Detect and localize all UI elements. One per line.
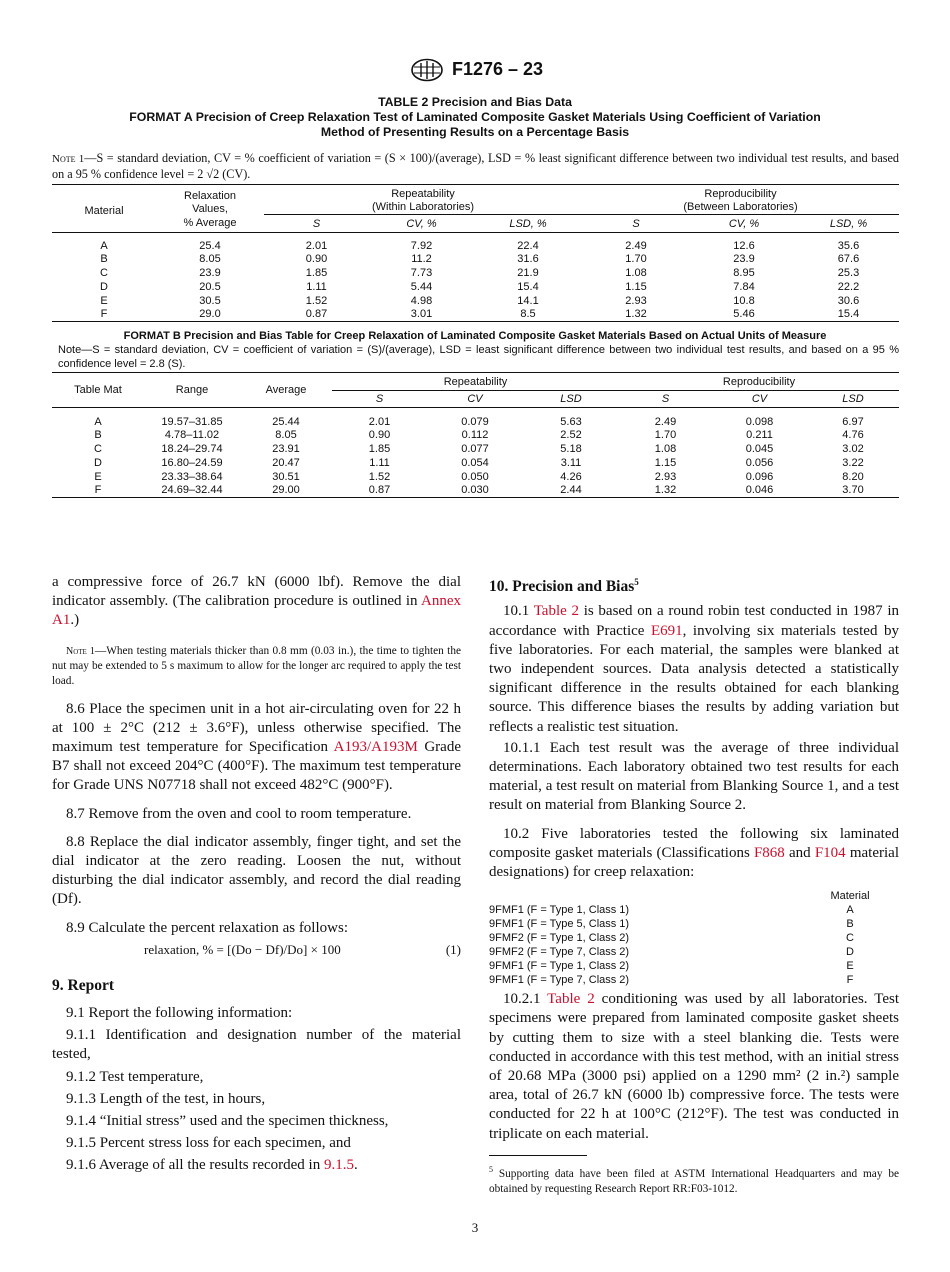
text: conditioning was used by all laboratories. Test specimens were prepared from laminated composite gasket sheets by cutting them to size with a steel blanking die. Tests were conducted in accordance with this test method, with an initial stress of 20.68 MPa (3000 psi) applied on a 1290 mm² (2 in.²) sample area, total of 26.7 kN (6000 lb) compressive force. The tests were conducted for 22 h at 100°C (212°F). The test was conducted in triplicate on each material. — [489, 991, 899, 1142]
col-header-cv: CV, % — [690, 215, 798, 233]
col-header-lsd: LSD — [807, 391, 899, 408]
table-cell: 0.096 — [745, 470, 774, 483]
table-cell: 1.08 — [654, 442, 677, 455]
paragraph-9-1-6 — [52, 1156, 461, 1175]
material-letter: E — [846, 960, 854, 973]
table-cell: 67.6 — [837, 252, 860, 265]
reprod-line2: (Between Laboratories) — [683, 201, 798, 213]
paragraph-10-1 — [489, 602, 899, 736]
table-cell: 3.70 — [842, 484, 864, 497]
table-cell: 4.76 — [842, 428, 864, 441]
text: 10.2 Five laboratories tested the following six laminated composite gasket materials (Classifications — [489, 825, 899, 861]
materials-rows — [489, 903, 899, 987]
text: is based on a round robin test conducted in 1987 in accordance with Practice — [489, 603, 899, 639]
material-row — [489, 945, 899, 959]
table-cell: 0.054 — [461, 456, 489, 469]
col-header-reproducibility: Reproducibility — [722, 375, 796, 388]
table-cell: 1.08 — [625, 266, 647, 279]
table-cell: 2.01 — [305, 239, 328, 252]
footnote-5 — [489, 1162, 899, 1197]
table-row — [52, 484, 899, 498]
table-2-link[interactable]: Table 2 — [547, 991, 595, 1008]
footnote-divider — [489, 1155, 587, 1156]
note-label: Note 1 — [66, 645, 95, 657]
table-cell: D — [94, 456, 102, 469]
table-cell: F — [100, 308, 108, 321]
text: 10.2.1 — [503, 991, 548, 1008]
table-cell: 2.49 — [654, 415, 677, 428]
annex-a1-link[interactable]: Annex A1 — [52, 593, 461, 629]
table-row — [52, 428, 899, 442]
table-cell: 5.63 — [560, 415, 582, 428]
table-cell: 1.70 — [625, 252, 647, 265]
table-cell: 1.11 — [306, 280, 327, 293]
table-cell: 1.11 — [369, 456, 390, 469]
format-b-title: FORMAT B Precision and Bias Table for Creep Relaxation of Laminated Composite Gasket Materials Based on Actual Units of Measure — [123, 330, 827, 342]
table-cell: 8.5 — [520, 308, 536, 321]
table-cell: 23.9 — [199, 266, 221, 279]
table-cell: 0.87 — [368, 484, 391, 497]
page-header — [0, 58, 950, 84]
table-cell: 29.0 — [199, 308, 221, 321]
material-row — [489, 959, 899, 973]
table-cell: 5.18 — [560, 442, 582, 455]
table-cell: 2.01 — [368, 415, 391, 428]
table-cell: 23.91 — [272, 442, 300, 455]
footnote-number: 5 — [489, 1165, 493, 1174]
table-cell: 31.6 — [517, 252, 539, 265]
equation-1 — [52, 938, 461, 962]
equation-number: (1) — [445, 941, 461, 957]
table-cell: C — [100, 266, 108, 279]
table-2-link[interactable]: Table 2 — [533, 603, 579, 620]
text: and — [784, 844, 815, 861]
table-cell: 1.52 — [368, 470, 391, 483]
col-header-average: Average — [240, 373, 332, 408]
format-a-table-body — [52, 233, 899, 322]
table-row — [52, 252, 899, 266]
table-cell: 2.93 — [654, 470, 677, 483]
heading-text: 10. Precision and Bias — [489, 578, 635, 596]
table-cell: 25.44 — [272, 415, 300, 428]
table-cell: B — [100, 252, 108, 265]
material-designation: 9FMF1 (F = Type 5, Class 1) — [489, 918, 630, 931]
repeat-line1: Repeatability — [391, 188, 455, 200]
text: . — [353, 1157, 358, 1174]
table-cell: 0.90 — [368, 428, 391, 441]
table-cell: 22.2 — [837, 280, 860, 293]
format-a-title-line2: Method of Presenting Results on a Percentage Basis — [320, 125, 630, 139]
col-header-relaxation — [156, 185, 264, 233]
format-b-table — [52, 372, 899, 498]
right-column — [489, 573, 899, 1144]
material-designation: 9FMF1 (F = Type 1, Class 1) — [489, 904, 630, 917]
col-header-table-mat: Table Mat — [52, 373, 144, 408]
table-cell: 35.6 — [837, 239, 860, 252]
e691-link[interactable]: E691 — [650, 622, 683, 639]
table-row — [52, 442, 899, 456]
footnote-text: Supporting data have been filed at ASTM International Headquarters and may be obtained by requesting Research Report RR:F03-1012. — [489, 1167, 899, 1195]
f104-link[interactable]: F104 — [814, 844, 846, 861]
table-row — [52, 308, 899, 322]
document-id: F1276 – 23 — [452, 59, 544, 79]
table-cell: 15.4 — [837, 308, 860, 321]
material-row — [489, 931, 899, 945]
materials-list — [489, 889, 899, 987]
table-row — [52, 294, 899, 308]
table-cell: 1.15 — [625, 280, 647, 293]
table-cell: 0.211 — [746, 428, 773, 441]
col-header-s: S — [332, 391, 427, 408]
text: , involving six materials tested by five laboratories. For each material, the samples were blanked at two independent sources. Data analysis detected a statistically significant difference in the results obtained for each blanking source. This difference biases the results by adding variation but reflects a realistic test situation. — [489, 622, 899, 735]
table-cell: 20.47 — [272, 456, 300, 469]
table-cell: 4.26 — [560, 470, 582, 483]
col-header-s: S — [582, 215, 690, 233]
table-cell: 0.050 — [461, 470, 489, 483]
table-cell: 23.33–38.64 — [161, 470, 223, 483]
format-a-title-line1: FORMAT A Precision of Creep Relaxation Test of Laminated Composite Gasket Materials Using Coefficient of Variation — [129, 110, 821, 124]
table-cell: 25.3 — [837, 266, 860, 279]
table-cell: 24.69–32.44 — [161, 484, 223, 497]
table-cell: F — [94, 484, 102, 497]
section-9-heading: 9. Report — [52, 976, 114, 994]
table-cell: 0.046 — [745, 484, 774, 497]
paragraph-8-6 — [52, 700, 461, 796]
table-cell: 21.9 — [517, 266, 539, 279]
table-cell: 29.00 — [272, 484, 300, 497]
section-10-heading — [489, 573, 899, 596]
paragraph-9-1-4: 9.1.4 “Initial stress” used and the specimen thickness, — [66, 1113, 389, 1130]
material-letter: F — [846, 974, 854, 987]
material-designation: 9FMF2 (F = Type 7, Class 2) — [489, 946, 630, 959]
astm-logo-icon — [410, 58, 444, 82]
table-cell: 5.44 — [410, 280, 433, 293]
material-letter: A — [846, 904, 854, 917]
text: 9.1.6 Average of all the results recorded in — [66, 1157, 324, 1174]
materials-header-row — [489, 889, 899, 903]
table-row — [52, 233, 899, 252]
table-cell: 3.22 — [842, 456, 864, 469]
format-a-note — [52, 151, 899, 182]
table-cell: 7.84 — [733, 280, 755, 293]
paragraph-10-2 — [489, 825, 899, 883]
page-number: 3 — [471, 1220, 479, 1235]
table-cell: 15.4 — [517, 280, 539, 293]
material-letter: D — [846, 946, 854, 959]
paragraph-9-1-5: 9.1.5 Percent stress loss for each specimen, and — [66, 1135, 351, 1152]
text: Grade B7 shall not exceed 204°C (400°F). The maximum test temperature for Grade UNS N07718 shall not exceed 482°C (900°F). — [52, 739, 461, 794]
table-cell: 0.098 — [745, 415, 774, 428]
table-cell: 6.97 — [842, 415, 864, 428]
material-row — [489, 917, 899, 931]
table-cell: 20.5 — [199, 280, 221, 293]
table-row — [52, 266, 899, 280]
col-header-lsd: LSD, % — [798, 215, 899, 233]
table-cell: 8.95 — [733, 266, 755, 279]
paragraph-9-1-2: 9.1.2 Test temperature, — [66, 1068, 204, 1085]
paragraph-9-1-1: 9.1.1 Identification and designation number of the material tested, — [52, 1027, 461, 1063]
table-cell: 7.92 — [410, 239, 433, 252]
paragraph-continuation — [52, 573, 461, 631]
table2-title: TABLE 2 Precision and Bias Data — [378, 95, 572, 109]
table-cell: 1.85 — [305, 266, 328, 279]
format-b-note: Note—S = standard deviation, CV = coefficient of variation = (S)/(average), LSD = least significant difference between two individual test results, and based on a 95 % confidence level = 2.8 (S). — [58, 344, 899, 370]
material-row — [489, 903, 899, 917]
format-b-table-body — [52, 408, 899, 498]
table-cell: 2.44 — [560, 484, 582, 497]
material-letter: B — [846, 918, 854, 931]
table-cell: 11.2 — [411, 252, 432, 265]
table-cell: 1.70 — [654, 428, 677, 441]
table-cell: B — [94, 428, 102, 441]
reprod-line1: Reproducibility — [704, 188, 777, 200]
col-header-reproducibility — [582, 185, 899, 215]
table-row — [52, 408, 899, 428]
text: 8.6 Place the specimen unit in a hot air-circulating oven for 22 h at 100 ± 2°C (212 ± 3.6°F), unless otherwise specified. The maximum test temperature for Specification — [52, 700, 461, 756]
table-cell: E — [94, 470, 102, 483]
col-header-s: S — [264, 215, 369, 233]
text: .) — [70, 612, 80, 629]
note-1 — [52, 644, 461, 689]
table-cell: 0.90 — [305, 252, 328, 265]
text: 10.1 — [503, 603, 534, 620]
table-cell: A — [100, 239, 108, 252]
footnote-ref: 5 — [634, 577, 639, 587]
table-row — [52, 280, 899, 294]
a193-link[interactable]: A193/A193M — [333, 739, 418, 756]
paragraph-8-9: 8.9 Calculate the percent relaxation as follows: — [66, 919, 348, 936]
table-cell: 18.24–29.74 — [161, 442, 223, 455]
format-a-title — [60, 110, 890, 140]
table-row — [52, 456, 899, 470]
table-cell: A — [94, 415, 102, 428]
table-cell: 1.85 — [368, 442, 391, 455]
col-header-lsd: LSD, % — [474, 215, 582, 233]
table-cell: 10.8 — [733, 294, 755, 307]
paragraph-9-1: 9.1 Report the following information: — [66, 1005, 293, 1022]
col-header-lsd: LSD — [523, 391, 619, 408]
relax-line3: % Average — [183, 216, 237, 229]
table-cell: 8.05 — [199, 252, 221, 265]
table-cell: 19.57–31.85 — [161, 415, 223, 428]
f868-link[interactable]: F868 — [753, 844, 785, 861]
format-a-note-label: Note 1 — [52, 153, 85, 165]
table-cell: 30.5 — [199, 294, 221, 307]
material-designation: 9FMF2 (F = Type 1, Class 2) — [489, 932, 630, 945]
table-cell: 4.78–11.02 — [164, 428, 220, 441]
relax-line2: Values, — [192, 203, 228, 216]
table-cell: 14.1 — [517, 294, 539, 307]
table-cell: 0.045 — [745, 442, 774, 455]
table-cell: 3.02 — [842, 442, 864, 455]
material-letter: C — [846, 932, 854, 945]
table-cell: 22.4 — [517, 239, 539, 252]
left-column — [52, 573, 461, 1176]
table-cell: C — [94, 442, 102, 455]
table-row — [52, 470, 899, 484]
table-cell: 0.056 — [745, 456, 774, 469]
table-cell: 2.52 — [560, 428, 582, 441]
paragraph-10-2-1 — [489, 990, 899, 1144]
table-cell: 0.077 — [461, 442, 489, 455]
table-cell: E — [100, 294, 108, 307]
table-cell: 5.46 — [733, 308, 755, 321]
note-text: —When testing materials thicker than 0.8 mm (0.03 in.), the time to tighten the nut may be extended to 5 s maximum to allow for the longer arc required to apply the test load. — [52, 644, 461, 687]
table-cell: D — [100, 280, 108, 293]
repeat-line2: (Within Laboratories) — [371, 201, 475, 213]
section-9-1-5-link[interactable]: 9.1.5 — [323, 1157, 354, 1174]
paragraph-8-7: 8.7 Remove from the oven and cool to room temperature. — [66, 805, 412, 822]
equation-text: relaxation, % = [(Do − Df)/Do] × 100 — [144, 941, 341, 957]
table-cell: 25.4 — [199, 239, 221, 252]
table-cell: 30.6 — [837, 294, 860, 307]
col-header-cv: CV — [712, 391, 807, 408]
table-cell: 3.11 — [560, 456, 582, 469]
table-cell: 8.05 — [275, 428, 297, 441]
materials-header: Material — [830, 890, 870, 903]
table-cell: 23.9 — [733, 252, 755, 265]
table-cell: 1.52 — [305, 294, 328, 307]
table-cell: 7.73 — [410, 266, 433, 279]
col-header-repeatability — [264, 185, 582, 215]
table-cell: 30.51 — [272, 470, 300, 483]
table-cell: 12.6 — [733, 239, 755, 252]
table-cell: 2.49 — [625, 239, 647, 252]
text: a compressive force of 26.7 kN (6000 lbf). Remove the dial indicator assembly. (The calibration procedure is outlined in — [52, 574, 461, 610]
table-cell: 0.112 — [461, 428, 489, 441]
table-cell: 3.01 — [410, 308, 433, 321]
col-header-repeatability: Repeatability — [443, 375, 508, 388]
col-header-cv: CV, % — [369, 215, 474, 233]
material-designation: 9FMF1 (F = Type 7, Class 2) — [489, 974, 630, 987]
format-a-table — [52, 184, 899, 322]
table-cell: 8.20 — [842, 470, 864, 483]
paragraph-9-1-3: 9.1.3 Length of the test, in hours, — [66, 1090, 266, 1107]
table-cell: 4.98 — [410, 294, 433, 307]
paragraph-10-1-1: 10.1.1 Each test result was the average of three individual determinations. Each laboratory obtained two test results for each material, a test result on material from Blanking Source 1, and a test result on material from Blanking Source 2. — [489, 739, 899, 814]
paragraph-8-8: 8.8 Replace the dial indicator assembly, finger tight, and set the dial indicator at the zero reading. Loosen the nut, without disturbing the dial indicator assembly, and record the dial reading (Df). — [52, 833, 461, 908]
text: material designations) for creep relaxation: — [489, 844, 899, 880]
table-cell: 1.15 — [654, 456, 677, 469]
table-cell: 1.32 — [625, 308, 647, 321]
col-header-material: Material — [52, 185, 156, 233]
table-cell: 1.32 — [654, 484, 677, 497]
material-designation: 9FMF1 (F = Type 1, Class 2) — [489, 960, 630, 973]
material-row — [489, 973, 899, 987]
col-header-s: S — [619, 391, 712, 408]
col-header-range: Range — [144, 373, 240, 408]
table-cell: 0.87 — [305, 308, 328, 321]
table-cell: 16.80–24.59 — [161, 456, 223, 469]
col-header-cv: CV — [427, 391, 523, 408]
format-a-note-text: —S = standard deviation, CV = % coefficient of variation = (S × 100)/(average), LSD = % least significant difference between two individual test results, and based on a 95 % confidence level = 2 √2 (CV). — [52, 151, 899, 181]
relax-line1: Relaxation — [184, 189, 236, 202]
table-cell: 0.030 — [461, 484, 489, 497]
table-cell: 2.93 — [625, 294, 647, 307]
table-cell: 0.079 — [461, 415, 489, 428]
